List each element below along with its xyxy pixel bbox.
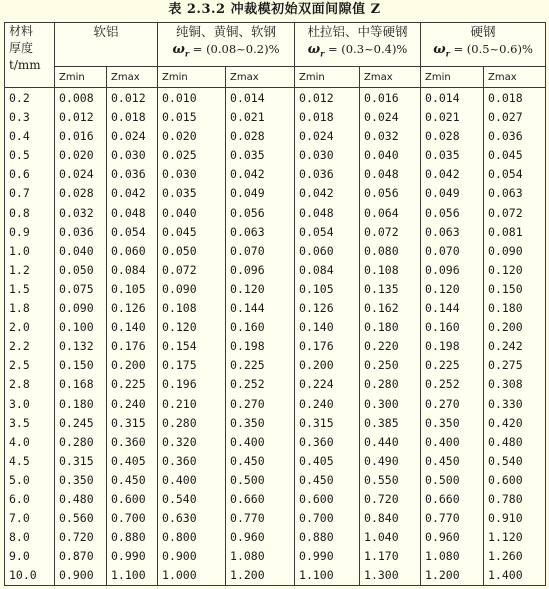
table-cell: 2.2: [9, 339, 30, 354]
table-cell: 0.042: [299, 186, 334, 201]
group-header-duralumin-medium-steel: [295, 23, 421, 67]
table-cell: 0.084: [111, 262, 146, 277]
table-cell: 0.880: [111, 530, 146, 545]
group-name: 纯铜、黄铜、软钢: [176, 24, 277, 39]
table-cell: 0.270: [425, 396, 460, 411]
table-cell: 0.132: [59, 339, 94, 354]
zmin-header: Zmin: [55, 67, 107, 88]
table-cell: 0.275: [488, 358, 523, 373]
table-cell: 0.224: [299, 377, 334, 392]
table-cell: 8.0: [9, 530, 30, 545]
table-cell: 0.405: [299, 453, 334, 468]
table-cell: 9.0: [9, 549, 30, 564]
table-cell: 0.480: [488, 434, 523, 449]
table-cell: 0.100: [59, 320, 94, 335]
table-cell: 0.008: [59, 91, 94, 105]
table-cell: 0.015: [162, 110, 197, 125]
table-cell: 0.400: [230, 434, 265, 449]
table-cell: 0.405: [111, 453, 146, 468]
table-cell: 0.196: [162, 377, 197, 392]
group-header-hard-steel: [421, 23, 546, 67]
table-cell: 0.042: [230, 167, 265, 182]
table-cell: 0.990: [299, 549, 334, 564]
table-cell: 0.720: [59, 530, 94, 545]
table-cell: 0.144: [230, 301, 265, 316]
omega-symbol: $\omega_r$: [433, 42, 450, 59]
soft-aluminum-zmin-column: [55, 88, 107, 586]
omega-symbol: $\omega_r$: [307, 42, 325, 59]
table-cell: 0.036: [299, 167, 334, 182]
table-cell: 0.960: [425, 530, 460, 545]
table-cell: 0.6: [9, 167, 30, 182]
table-cell: 0.028: [425, 129, 460, 144]
table-cell: 0.490: [364, 453, 399, 468]
table-cell: 0.360: [299, 434, 334, 449]
table-cell: 0.025: [162, 148, 197, 163]
table-cell: 4.5: [9, 453, 30, 468]
table-cell: 0.028: [59, 186, 94, 201]
table-cell: 0.7: [9, 186, 30, 201]
table-cell: 0.176: [111, 339, 146, 354]
table-cell: 0.242: [488, 339, 523, 354]
table-cell: 0.090: [59, 301, 94, 316]
table-cell: 0.050: [59, 262, 94, 277]
table-cell: 0.660: [230, 491, 265, 506]
table-cell: 10.0: [9, 568, 37, 583]
table-cell: 0.144: [425, 301, 460, 316]
group-name: 杜拉铝、中等硬钢: [307, 24, 408, 39]
copper-zmax-column: [226, 88, 295, 586]
table-cell: 0.045: [162, 224, 197, 239]
table-cell: 0.049: [230, 186, 265, 201]
table-cell: 0.220: [364, 339, 399, 354]
table-cell: 0.012: [59, 110, 94, 125]
table-cell: 0.021: [230, 110, 265, 125]
table-cell: 1.000: [162, 568, 197, 583]
table-cell: 0.024: [299, 129, 334, 144]
table-cell: 0.840: [364, 511, 399, 526]
duralumin-zmax-column: [360, 88, 421, 586]
table-cell: 0.054: [111, 224, 146, 239]
table-cell: 0.120: [488, 262, 523, 277]
table-cell: 0.780: [488, 491, 523, 506]
table-cell: 0.096: [230, 262, 265, 277]
table-cell: 0.770: [425, 511, 460, 526]
table-cell: 1.300: [364, 568, 399, 583]
table-cell: 0.018: [299, 110, 334, 125]
table-cell: 0.050: [162, 243, 197, 258]
table-cell: 0.4: [9, 129, 30, 144]
table-cell: 0.300: [364, 396, 399, 411]
soft-aluminum-zmax-column: [107, 88, 158, 586]
table-cell: 0.090: [488, 243, 523, 258]
zmax-header: Zmax: [484, 67, 546, 88]
table-cell: 2.0: [9, 320, 30, 335]
table-cell: 0.048: [299, 205, 334, 220]
group-header-copper-brass-mild-steel: [158, 23, 295, 67]
table-cell: 1.100: [299, 568, 334, 583]
group-carbon-range: $\omega_r$ = (0.3~0.4)%: [307, 42, 408, 59]
table-cell: 0.135: [364, 281, 399, 296]
table-cell: 0.032: [364, 129, 399, 144]
table-cell: 0.108: [162, 301, 197, 316]
table-cell: 0.550: [364, 472, 399, 487]
table-cell: 0.012: [299, 91, 334, 105]
zmax-header: Zmax: [226, 67, 295, 88]
table-cell: 0.063: [230, 224, 265, 239]
table-cell: 1.200: [425, 568, 460, 583]
table-cell: 0.032: [59, 205, 94, 220]
table-cell: 0.315: [111, 415, 146, 430]
table-cell: 0.014: [230, 91, 265, 105]
table-cell: 0.360: [111, 434, 146, 449]
thickness-header-line1: 材料: [9, 24, 34, 38]
table-cell: 0.700: [299, 511, 334, 526]
table-cell: 0.024: [59, 167, 94, 182]
table-cell: 2.8: [9, 377, 30, 392]
table-cell: 0.308: [488, 377, 523, 392]
table-cell: 0.020: [59, 148, 94, 163]
table-cell: 0.090: [162, 281, 197, 296]
table-cell: 0.9: [9, 224, 30, 239]
table-cell: 0.2: [9, 91, 30, 105]
table-cell: 1.040: [364, 530, 399, 545]
table-cell: 0.056: [364, 186, 399, 201]
table-cell: 0.028: [230, 129, 265, 144]
table-cell: 0.200: [111, 358, 146, 373]
table-cell: 0.168: [59, 377, 94, 392]
table-cell: 0.450: [299, 472, 334, 487]
table-cell: 0.042: [425, 167, 460, 182]
table-cell: 0.180: [488, 301, 523, 316]
table-cell: 0.800: [162, 530, 197, 545]
table-cell: 0.600: [488, 472, 523, 487]
table-cell: 0.081: [488, 224, 523, 239]
table-cell: 0.036: [488, 129, 523, 144]
table-cell: 1.120: [488, 530, 523, 545]
table-cell: 0.180: [59, 396, 94, 411]
table-cell: 0.108: [364, 262, 399, 277]
table-cell: 0.048: [111, 205, 146, 220]
thickness-header: [5, 23, 55, 88]
table-cell: 1.100: [111, 568, 146, 583]
thickness-column: [5, 88, 55, 586]
table-cell: 3.0: [9, 396, 30, 411]
table-cell: 0.072: [364, 224, 399, 239]
zmin-header: Zmin: [295, 67, 360, 88]
table-cell: 5.0: [9, 472, 30, 487]
table-cell: 0.084: [299, 262, 334, 277]
table-cell: 0.440: [364, 434, 399, 449]
table-cell: 0.040: [162, 205, 197, 220]
table-cell: 0.500: [425, 472, 460, 487]
table-cell: 0.024: [111, 129, 146, 144]
table-cell: 1.260: [488, 549, 523, 564]
table-cell: 0.036: [111, 167, 146, 182]
table-cell: 0.320: [162, 434, 197, 449]
table-cell: 7.0: [9, 511, 30, 526]
table-cell: 0.200: [488, 320, 523, 335]
table-cell: 0.035: [230, 148, 265, 163]
table-cell: 0.040: [364, 148, 399, 163]
hard-steel-zmin-column: [421, 88, 484, 586]
table-cell: 0.176: [299, 339, 334, 354]
table-cell: 0.096: [425, 262, 460, 277]
omega-symbol: $\omega_r$: [172, 42, 190, 59]
table-cell: 0.252: [425, 377, 460, 392]
table-cell: 0.540: [488, 453, 523, 468]
group-carbon-range: $\omega_r$ = (0.08~0.2)%: [172, 42, 280, 59]
table-cell: 0.880: [299, 530, 334, 545]
table-cell: 0.3: [9, 110, 30, 125]
table-cell: 0.350: [230, 415, 265, 430]
table-cell: 1.080: [425, 549, 460, 564]
group-header-soft-aluminum: [55, 23, 158, 67]
table-cell: 0.480: [59, 491, 94, 506]
table-cell: 0.240: [111, 396, 146, 411]
table-cell: 0.120: [162, 320, 197, 335]
table-cell: 0.400: [425, 434, 460, 449]
table-cell: 0.056: [425, 205, 460, 220]
table-cell: 0.018: [488, 91, 523, 105]
table-cell: 0.210: [162, 396, 197, 411]
table-cell: 0.910: [488, 511, 523, 526]
thickness-header-line3: t/mm: [9, 58, 41, 72]
table-cell: 0.064: [364, 205, 399, 220]
table-cell: 0.660: [425, 491, 460, 506]
table-cell: 0.140: [299, 320, 334, 335]
table-cell: 0.063: [425, 224, 460, 239]
table-cell: 0.035: [425, 148, 460, 163]
table-cell: 0.018: [111, 110, 146, 125]
table-cell: 0.180: [364, 320, 399, 335]
table-cell: 0.160: [425, 320, 460, 335]
hard-steel-zmax-column: [484, 88, 546, 586]
table-cell: 0.020: [162, 129, 197, 144]
table-cell: 0.240: [299, 396, 334, 411]
table-cell: 0.070: [425, 243, 460, 258]
thickness-header-line2: 厚度: [9, 41, 34, 55]
table-cell: 0.270: [230, 396, 265, 411]
table-cell: 0.072: [488, 205, 523, 220]
table-cell: 0.049: [425, 186, 460, 201]
table-caption: 表 2.3.2 冲裁模初始双面间隙值 Z: [168, 2, 381, 17]
table-cell: 0.225: [425, 358, 460, 373]
table-cell: 0.280: [364, 377, 399, 392]
table-cell: 0.420: [488, 415, 523, 430]
table-cell: 1.8: [9, 301, 30, 316]
table-cell: 0.105: [299, 281, 334, 296]
table-cell: 0.280: [59, 434, 94, 449]
duralumin-zmin-column: [295, 88, 360, 586]
table-cell: 0.280: [162, 415, 197, 430]
table-cell: 0.700: [111, 511, 146, 526]
table-cell: 1.080: [230, 549, 265, 564]
table-cell: 0.450: [230, 453, 265, 468]
table-cell: 0.360: [162, 453, 197, 468]
table-cell: 0.030: [111, 148, 146, 163]
table-cell: 0.120: [230, 281, 265, 296]
table-cell: 0.035: [162, 186, 197, 201]
zmin-header: Zmin: [421, 67, 484, 88]
table-cell: 0.063: [488, 186, 523, 201]
table-cell: 0.198: [425, 339, 460, 354]
table-cell: 0.010: [162, 91, 197, 105]
group-carbon-range: $\omega_r$ = (0.5~0.6)%: [433, 42, 533, 59]
table-cell: 1.5: [9, 281, 30, 296]
table-cell: 0.252: [230, 377, 265, 392]
table-cell: 0.042: [111, 186, 146, 201]
table-cell: 0.056: [230, 205, 265, 220]
table-cell: 0.012: [111, 91, 146, 105]
table-cell: 1.170: [364, 549, 399, 564]
table-cell: 0.040: [59, 243, 94, 258]
table-cell: 0.225: [111, 377, 146, 392]
table-cell: 0.014: [425, 91, 460, 105]
table-cell: 0.500: [230, 472, 265, 487]
table-cell: 4.0: [9, 434, 30, 449]
table-cell: 3.5: [9, 415, 30, 430]
table-cell: 0.315: [299, 415, 334, 430]
table-cell: 0.198: [230, 339, 265, 354]
table-cell: 0.150: [59, 358, 94, 373]
table-cell: 0.900: [162, 549, 197, 564]
table-cell: 0.016: [364, 91, 399, 105]
table-cell: 0.870: [59, 549, 94, 564]
table-cell: 0.120: [425, 281, 460, 296]
table-cell: 0.200: [299, 358, 334, 373]
table-cell: 0.060: [299, 243, 334, 258]
table-cell: 0.560: [59, 511, 94, 526]
table-cell: 0.8: [9, 205, 30, 220]
table-cell: 0.030: [162, 167, 197, 182]
table-cell: 0.105: [111, 281, 146, 296]
table-cell: 0.315: [59, 453, 94, 468]
table-cell: 0.5: [9, 148, 30, 163]
copper-zmin-column: [158, 88, 226, 586]
table-cell: 0.140: [111, 320, 146, 335]
zmax-header: Zmax: [360, 67, 421, 88]
table-cell: 0.060: [111, 243, 146, 258]
table-cell: 0.540: [162, 491, 197, 506]
table-cell: 0.600: [299, 491, 334, 506]
zmin-header: Zmin: [158, 67, 226, 88]
table-cell: 0.070: [230, 243, 265, 258]
table-cell: 0.450: [425, 453, 460, 468]
table-cell: 6.0: [9, 491, 30, 506]
table-cell: 0.036: [59, 224, 94, 239]
table-cell: 0.900: [59, 568, 94, 583]
table-cell: 0.150: [488, 281, 523, 296]
table-cell: 0.630: [162, 511, 197, 526]
table-cell: 0.054: [488, 167, 523, 182]
table-cell: 0.225: [230, 358, 265, 373]
table-cell: 0.770: [230, 511, 265, 526]
group-name: 软铝: [93, 24, 119, 39]
table-cell: 0.330: [488, 396, 523, 411]
table-cell: 0.154: [162, 339, 197, 354]
table-cell: 0.126: [111, 301, 146, 316]
table-cell: 0.720: [364, 491, 399, 506]
table-cell: 0.016: [59, 129, 94, 144]
table-cell: 0.126: [299, 301, 334, 316]
table-cell: 0.350: [59, 472, 94, 487]
table-cell: 0.072: [162, 262, 197, 277]
table-cell: 0.021: [425, 110, 460, 125]
table-cell: 0.600: [111, 491, 146, 506]
table-cell: 0.990: [111, 549, 146, 564]
clearance-table: [4, 22, 546, 586]
table-cell: 1.400: [488, 568, 523, 583]
table-cell: 0.027: [488, 110, 523, 125]
table-cell: 0.400: [162, 472, 197, 487]
table-cell: 0.250: [364, 358, 399, 373]
table-cell: 0.048: [364, 167, 399, 182]
table-cell: 0.075: [59, 281, 94, 296]
table-cell: 1.2: [9, 262, 30, 277]
table-cell: 0.960: [230, 530, 265, 545]
table-cell: 0.162: [364, 301, 399, 316]
table-cell: 0.350: [425, 415, 460, 430]
table-cell: 0.045: [488, 148, 523, 163]
table-cell: 0.175: [162, 358, 197, 373]
table-cell: 0.054: [299, 224, 334, 239]
table-cell: 0.080: [364, 243, 399, 258]
table-cell: 1.0: [9, 243, 30, 258]
table-cell: 0.030: [299, 148, 334, 163]
table-body-row: [5, 88, 546, 586]
table-cell: 0.160: [230, 320, 265, 335]
group-name: 硬钢: [470, 24, 496, 39]
table-cell: 0.450: [111, 472, 146, 487]
table-cell: 0.245: [59, 415, 94, 430]
table-cell: 0.024: [364, 110, 399, 125]
zmax-header: Zmax: [107, 67, 158, 88]
zmin-zmax-header-row: [5, 67, 546, 88]
table-cell: 2.5: [9, 358, 30, 373]
table-cell: 1.200: [230, 568, 265, 583]
table-cell: 0.385: [364, 415, 399, 430]
